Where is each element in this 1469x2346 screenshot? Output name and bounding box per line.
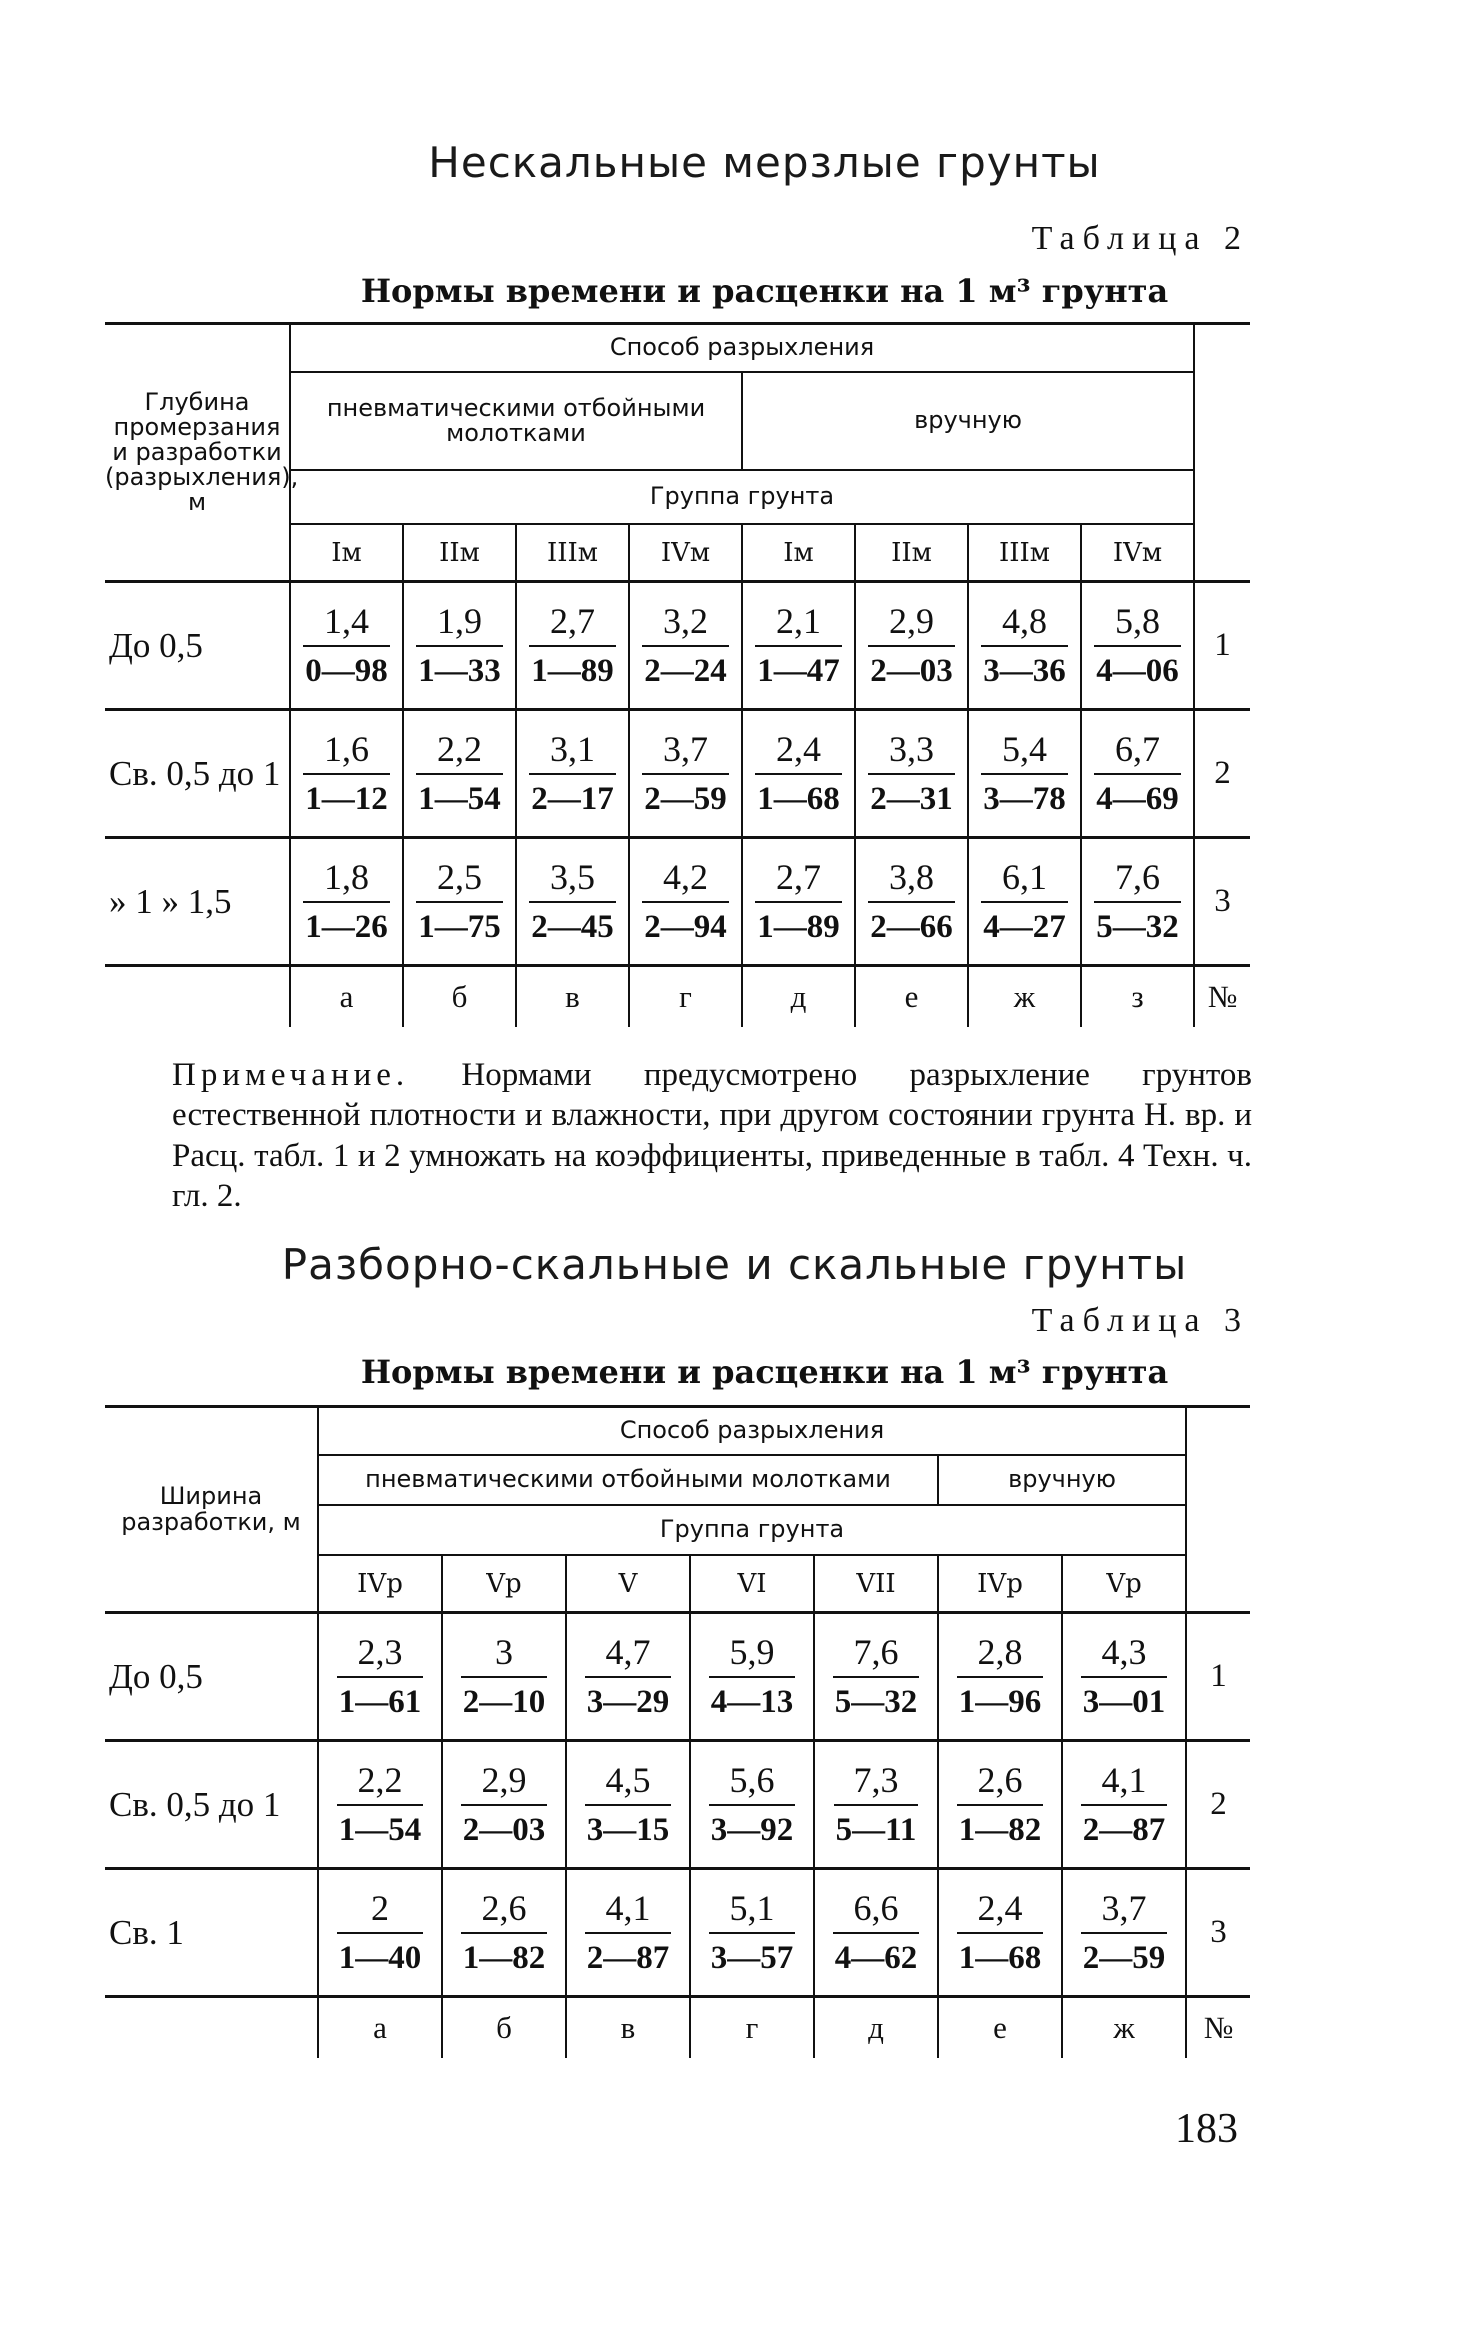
value-cell <box>629 582 742 710</box>
fraction <box>642 858 729 946</box>
fraction <box>1081 1889 1168 1977</box>
value-cell <box>855 582 968 710</box>
depth-column-header: Глубина промерзания и разработки (разрыхления), м <box>105 324 290 582</box>
value-cell <box>629 838 742 966</box>
value-cell <box>318 1869 442 1997</box>
table-caption: Нормы времени и расценки на 1 м³ грунта <box>360 272 1169 310</box>
value-cell <box>290 710 403 838</box>
time-norm: 4,5 <box>585 1761 672 1807</box>
time-norm: 2,7 <box>529 602 616 648</box>
column-letter: г <box>690 1997 814 2059</box>
column-letter: г <box>629 966 742 1028</box>
rate: 1—26 <box>305 909 388 946</box>
group-cell: IVр <box>318 1555 442 1613</box>
note-lead: Примечание. <box>172 1057 410 1093</box>
rate: 1—33 <box>418 653 501 690</box>
method-header: Способ разрыхления <box>290 324 1194 373</box>
row-label: Св. 1 <box>105 1869 318 1997</box>
time-norm: 3,1 <box>529 730 616 776</box>
table-row <box>105 582 1250 710</box>
value-cell <box>690 1741 814 1869</box>
method-manual-2: вручную <box>938 1455 1186 1505</box>
row-number: 2 <box>1186 1741 1250 1869</box>
group-cell: Iм <box>742 524 855 582</box>
group-cell: Iм <box>290 524 403 582</box>
rate: 1—54 <box>338 1812 422 1849</box>
table-note <box>172 1055 1252 1216</box>
fraction <box>755 858 842 946</box>
row-label: До 0,5 <box>105 1613 318 1741</box>
value-cell <box>629 710 742 838</box>
value-cell <box>742 838 855 966</box>
group-cell: IIIм <box>968 524 1081 582</box>
fraction <box>303 602 390 690</box>
time-norm: 3,3 <box>868 730 955 776</box>
column-letter: е <box>938 1997 1062 2059</box>
rate: 2—59 <box>1082 1940 1166 1977</box>
row-label: До 0,5 <box>105 582 290 710</box>
rate: 3—01 <box>1082 1684 1166 1721</box>
value-cell <box>516 710 629 838</box>
time-norm: 2,4 <box>755 730 842 776</box>
time-norm: 7,3 <box>834 1761 919 1807</box>
fraction <box>1094 602 1181 690</box>
fraction <box>709 1889 796 1977</box>
rate: 2—24 <box>644 653 727 690</box>
number-mark: № <box>1194 966 1250 1028</box>
fraction <box>755 602 842 690</box>
value-cell <box>968 582 1081 710</box>
value-cell <box>938 1613 1062 1741</box>
time-norm: 6,6 <box>833 1889 920 1935</box>
value-cell <box>1062 1869 1186 1997</box>
value-cell <box>938 1741 1062 1869</box>
table-row <box>105 1869 1250 1997</box>
value-cell <box>403 838 516 966</box>
column-letter: а <box>318 1997 442 2059</box>
letters-spacer <box>105 966 290 1028</box>
fraction <box>833 1889 920 1977</box>
group-cell: V <box>566 1555 690 1613</box>
column-letter: д <box>742 966 855 1028</box>
value-cell <box>814 1613 938 1741</box>
fraction <box>461 1761 548 1849</box>
row-number: 2 <box>1194 710 1250 838</box>
value-cell <box>403 710 516 838</box>
rate: 2—87 <box>1082 1812 1166 1849</box>
group-cell: IIм <box>403 524 516 582</box>
rate: 2—10 <box>462 1684 546 1721</box>
method-pneumatic: пневматическими отбойными молотками <box>290 372 742 470</box>
rate: 1—96 <box>958 1684 1042 1721</box>
value-cell <box>814 1741 938 1869</box>
group-header: Группа грунта <box>290 470 1194 524</box>
time-norm: 2,7 <box>755 858 842 904</box>
row-number: 3 <box>1186 1869 1250 1997</box>
fraction <box>461 1633 548 1721</box>
table-label-2: Таблица 3 <box>1031 1302 1249 1339</box>
fraction <box>833 1633 920 1721</box>
group-cell: IVр <box>938 1555 1062 1613</box>
group-cell: VII <box>814 1555 938 1613</box>
rate: 2—59 <box>644 781 727 818</box>
group-cell: IVм <box>1112 537 1163 568</box>
value-cell <box>742 582 855 710</box>
column-letter: з <box>1131 979 1144 1014</box>
value-cell <box>403 582 516 710</box>
fraction <box>642 602 729 690</box>
rate: 3—29 <box>586 1684 670 1721</box>
time-norm: 4,1 <box>1081 1761 1168 1807</box>
row-number-column <box>1194 324 1250 582</box>
fraction <box>981 602 1068 690</box>
time-norm: 3,5 <box>529 858 616 904</box>
rate: 3—36 <box>983 653 1066 690</box>
value-cell <box>690 1613 814 1741</box>
fraction <box>957 1761 1044 1849</box>
fraction <box>709 1633 796 1721</box>
fraction <box>709 1761 796 1849</box>
rate: 1—89 <box>757 909 840 946</box>
rate: 1—40 <box>338 1940 422 1977</box>
time-norm: 4,2 <box>642 858 729 904</box>
fraction <box>585 1761 672 1849</box>
fraction <box>529 730 616 818</box>
column-letter: в <box>566 1997 690 2059</box>
rate: 1—47 <box>757 653 840 690</box>
value-cell <box>318 1613 442 1741</box>
column-letter: а <box>290 966 403 1028</box>
rate: 1—68 <box>757 781 840 818</box>
time-norm: 2,8 <box>957 1633 1044 1679</box>
fraction <box>868 730 955 818</box>
column-letter: в <box>516 966 629 1028</box>
value-cell <box>742 710 855 838</box>
time-norm: 2,9 <box>868 602 955 648</box>
time-norm: 6,7 <box>1094 730 1181 776</box>
page-number: 183 <box>1175 2106 1238 2152</box>
rate: 4—62 <box>834 1940 918 1977</box>
rate: 3—92 <box>710 1812 794 1849</box>
fraction <box>585 1633 672 1721</box>
time-norm: 2,1 <box>755 602 842 648</box>
time-norm: 4,1 <box>585 1889 672 1935</box>
norms-table-3 <box>105 1405 1250 2058</box>
value-cell <box>814 1869 938 1997</box>
table-row <box>105 1613 1250 1741</box>
fraction <box>303 730 390 818</box>
value-cell <box>442 1869 566 1997</box>
value-cell <box>855 838 968 966</box>
value-cell <box>290 838 403 966</box>
width-column-header: Ширина разработки, м <box>105 1407 318 1613</box>
time-norm: 5,1 <box>709 1889 796 1935</box>
time-norm: 3,8 <box>868 858 955 904</box>
rate: 2—31 <box>870 781 953 818</box>
value-cell <box>1081 838 1194 966</box>
rate: 1—61 <box>338 1684 422 1721</box>
fraction <box>337 1889 424 1977</box>
fraction <box>981 730 1068 818</box>
rate: 2—87 <box>586 1940 670 1977</box>
fraction <box>868 602 955 690</box>
row-label: Св. 0,5 до 1 <box>105 710 290 838</box>
time-norm: 4,7 <box>585 1633 672 1679</box>
time-norm: 3,7 <box>1081 1889 1168 1935</box>
rate: 4—13 <box>710 1684 794 1721</box>
value-cell <box>690 1869 814 1997</box>
row-number-column-2 <box>1186 1407 1250 1613</box>
fraction <box>868 858 955 946</box>
time-norm: 7,6 <box>1094 858 1181 904</box>
table-caption-2: Нормы времени и расценки на 1 м³ грунта <box>360 1353 1169 1391</box>
section-title: Нескальные мерзлые грунты <box>428 138 1101 187</box>
fraction <box>529 858 616 946</box>
time-norm: 3,2 <box>642 602 729 648</box>
number-mark: № <box>1186 1997 1250 2059</box>
rate: 2—94 <box>644 909 727 946</box>
method-header-2: Способ разрыхления <box>318 1407 1186 1456</box>
fraction <box>642 730 729 818</box>
fraction <box>303 858 390 946</box>
value-cell <box>855 710 968 838</box>
column-letter: б <box>403 966 516 1028</box>
fraction <box>834 1761 919 1849</box>
time-norm: 2,9 <box>461 1761 548 1807</box>
row-number: 3 <box>1194 838 1250 966</box>
time-norm: 3 <box>461 1633 548 1679</box>
rate: 2—45 <box>531 909 614 946</box>
rate: 3—15 <box>586 1812 670 1849</box>
fraction <box>461 1889 548 1977</box>
column-letter: е <box>855 966 968 1028</box>
fraction <box>585 1889 672 1977</box>
letters-spacer <box>105 1997 318 2059</box>
column-letter: б <box>442 1997 566 2059</box>
time-norm: 1,4 <box>303 602 390 648</box>
group-cell: IVм <box>629 524 742 582</box>
time-norm: 2 <box>337 1889 424 1935</box>
note-text: Нормами предусмотрено разрыхление грунтов естественной плотности и влажности, при другом состоянии грунта Н. вр. и Расц. табл. 1 и 2 умножать на коэффициенты, приведенные в табл. 4 Техн. ч. гл. 2. <box>172 1057 1252 1214</box>
rate: 2—03 <box>870 653 953 690</box>
rate: 5—32 <box>1096 909 1179 946</box>
rate: 5—32 <box>834 1684 918 1721</box>
rate: 4—06 <box>1096 653 1179 690</box>
fraction <box>337 1633 424 1721</box>
fraction <box>1081 1761 1168 1849</box>
value-cell <box>1062 1613 1186 1741</box>
value-cell <box>290 582 403 710</box>
rate: 2—03 <box>462 1812 546 1849</box>
time-norm: 1,9 <box>416 602 503 648</box>
rate: 0—98 <box>305 653 388 690</box>
time-norm: 4,8 <box>981 602 1068 648</box>
rate: 3—57 <box>710 1940 794 1977</box>
column-letter: ж <box>968 966 1081 1028</box>
fraction <box>957 1633 1044 1721</box>
row-number: 1 <box>1194 582 1250 710</box>
time-norm: 5,4 <box>981 730 1068 776</box>
group-cell: Vр <box>442 1555 566 1613</box>
row-number: 1 <box>1186 1613 1250 1741</box>
time-norm: 2,3 <box>337 1633 424 1679</box>
value-cell <box>516 838 629 966</box>
rate: 2—66 <box>870 909 953 946</box>
fraction <box>1081 1633 1168 1721</box>
rate: 2—17 <box>531 781 614 818</box>
time-norm: 5,9 <box>709 1633 796 1679</box>
time-norm: 2,6 <box>957 1761 1044 1807</box>
time-norm: 5,8 <box>1094 602 1181 648</box>
column-letter: д <box>814 1997 938 2059</box>
column-letter: ж <box>1113 2010 1135 2045</box>
fraction <box>957 1889 1044 1977</box>
value-cell <box>1081 710 1194 838</box>
fraction <box>1094 730 1181 818</box>
fraction <box>981 858 1068 946</box>
time-norm: 6,1 <box>981 858 1068 904</box>
row-label: Св. 0,5 до 1 <box>105 1741 318 1869</box>
time-norm: 1,6 <box>303 730 390 776</box>
rate: 1—82 <box>462 1940 546 1977</box>
value-cell <box>318 1741 442 1869</box>
group-cell: IIм <box>855 524 968 582</box>
fraction <box>416 602 503 690</box>
rate: 4—69 <box>1096 781 1179 818</box>
fraction <box>1094 858 1181 946</box>
table-row <box>105 1741 1250 1869</box>
value-cell <box>516 582 629 710</box>
value-cell <box>1062 1741 1186 1869</box>
value-cell <box>968 710 1081 838</box>
table-label: Таблица 2 <box>1031 220 1249 257</box>
rate: 3—78 <box>983 781 1066 818</box>
section-title-2: Разборно-скальные и скальные грунты <box>281 1240 1188 1289</box>
time-norm: 4,3 <box>1081 1633 1168 1679</box>
value-cell <box>566 1613 690 1741</box>
table-row <box>105 838 1250 966</box>
time-norm: 2,5 <box>416 858 503 904</box>
value-cell <box>442 1613 566 1741</box>
value-cell <box>442 1741 566 1869</box>
time-norm: 2,6 <box>461 1889 548 1935</box>
rate: 1—54 <box>418 781 501 818</box>
fraction <box>755 730 842 818</box>
table-row <box>105 710 1250 838</box>
group-cell: VI <box>690 1555 814 1613</box>
method-pneumatic-2: пневматическими отбойными молотками <box>318 1455 938 1505</box>
value-cell <box>566 1741 690 1869</box>
time-norm: 2,4 <box>957 1889 1044 1935</box>
fraction <box>337 1761 424 1849</box>
rate: 1—68 <box>958 1940 1042 1977</box>
fraction <box>416 858 503 946</box>
time-norm: 3,7 <box>642 730 729 776</box>
fraction <box>529 602 616 690</box>
time-norm: 2,2 <box>337 1761 424 1807</box>
time-norm: 5,6 <box>709 1761 796 1807</box>
time-norm: 2,2 <box>416 730 503 776</box>
rate: 1—12 <box>305 781 388 818</box>
value-cell <box>1081 582 1194 710</box>
value-cell <box>938 1869 1062 1997</box>
group-cell: IIIм <box>516 524 629 582</box>
value-cell <box>968 838 1081 966</box>
row-label: » 1 » 1,5 <box>105 838 290 966</box>
rate: 5—11 <box>835 1812 917 1849</box>
value-cell <box>566 1869 690 1997</box>
time-norm: 1,8 <box>303 858 390 904</box>
time-norm: 7,6 <box>833 1633 920 1679</box>
group-cell: Vр <box>1106 1568 1142 1599</box>
rate: 1—75 <box>418 909 501 946</box>
group-header-2: Группа грунта <box>318 1505 1186 1555</box>
rate: 1—82 <box>958 1812 1042 1849</box>
rate: 1—89 <box>531 653 614 690</box>
norms-table-2 <box>105 322 1250 1027</box>
method-manual: вручную <box>742 372 1194 470</box>
rate: 4—27 <box>983 909 1066 946</box>
fraction <box>416 730 503 818</box>
